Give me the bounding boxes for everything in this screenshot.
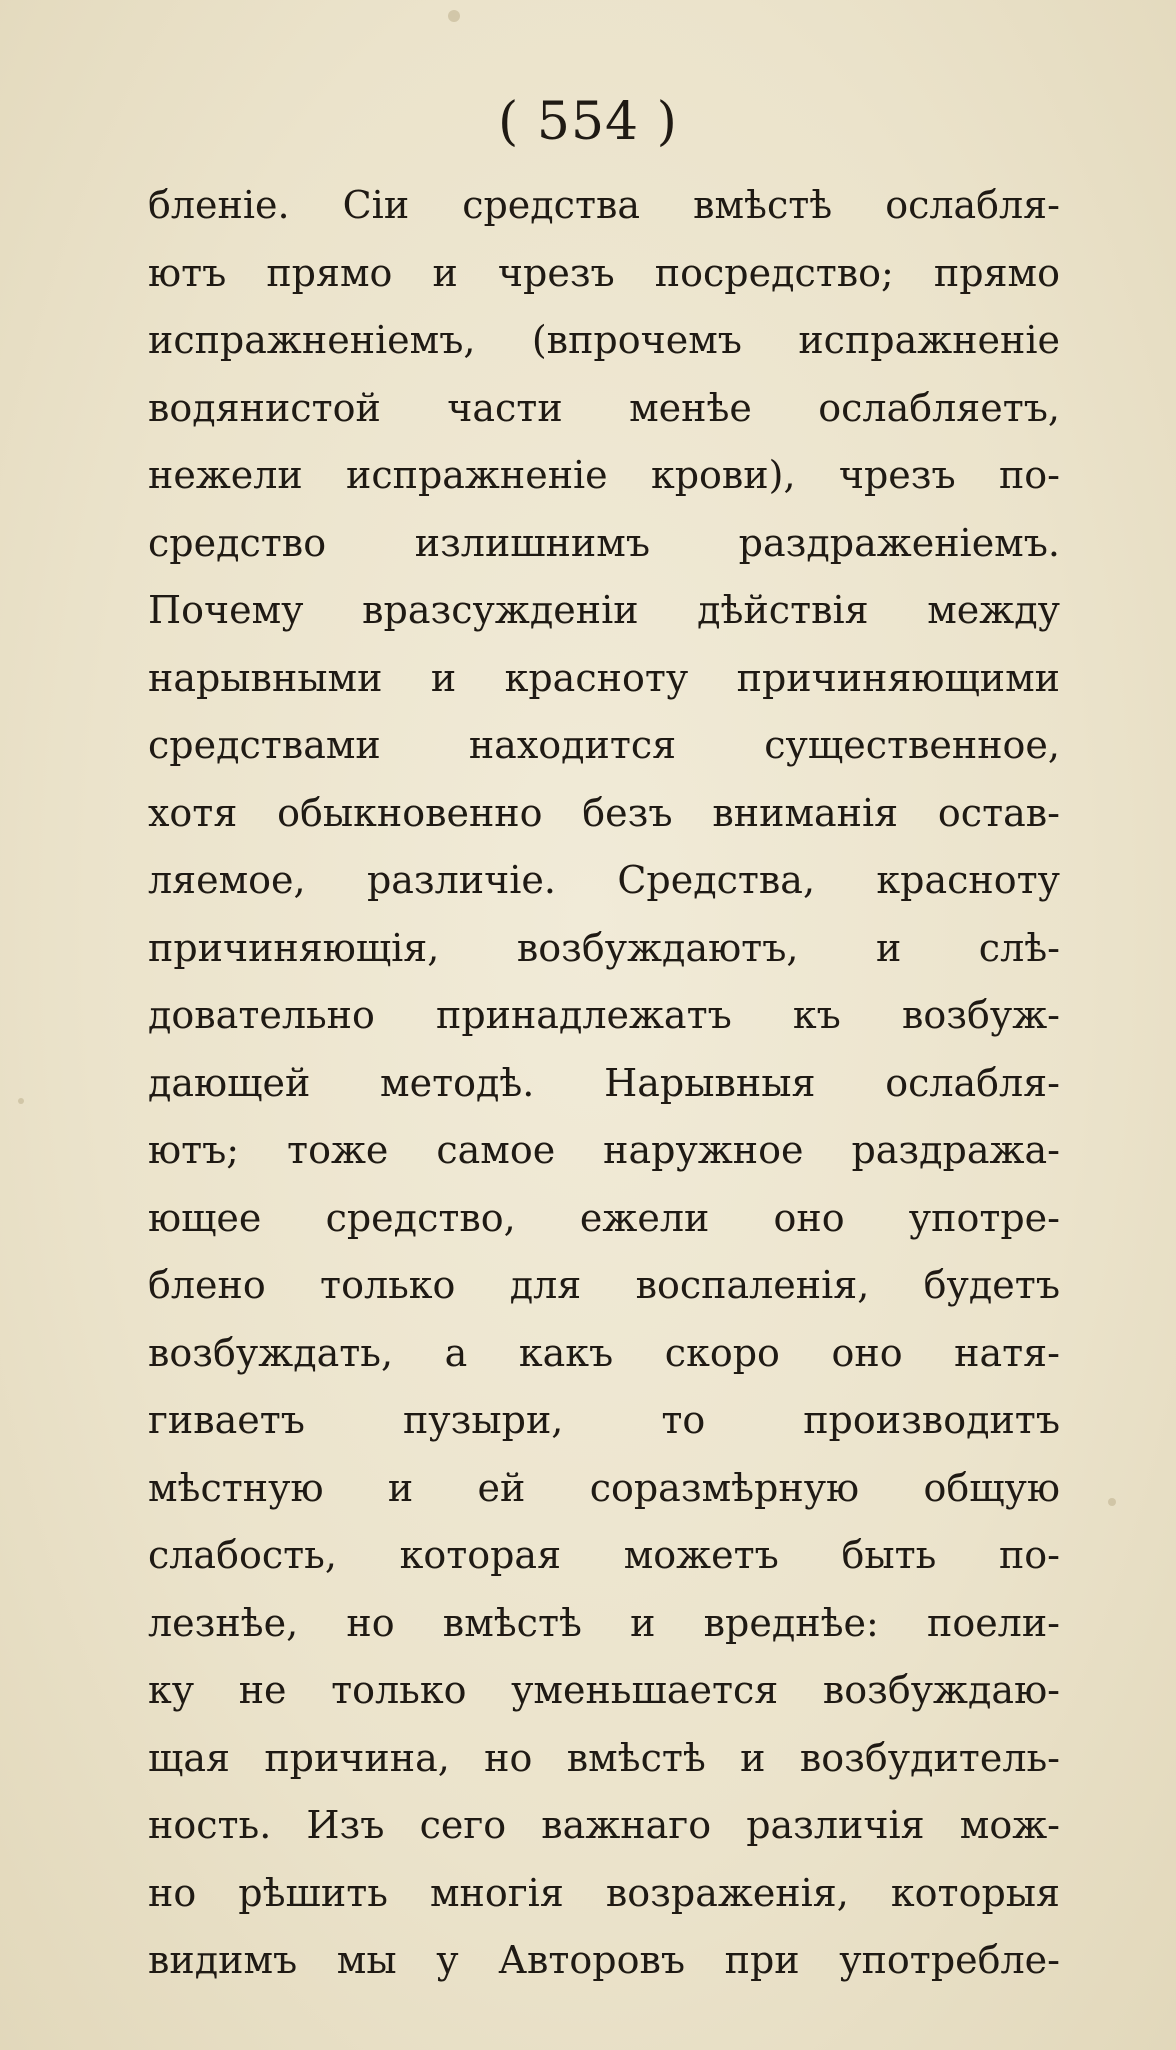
text-line: лезнѣе, но вмѣстѣ и вреднѣе: поели- [148, 1600, 1060, 1645]
body-text [148, 172, 1060, 1995]
text-line: нарывными и красноту причиняющими [148, 655, 1060, 700]
text-line: видимъ мы у Авторовъ при употребле- [148, 1938, 1060, 1982]
text-line: средство излишнимъ раздраженiемъ. [148, 520, 1060, 565]
text-line: испражненiемъ, (впрочемъ испражненiе [148, 318, 1060, 362]
text-line: нежели испражненiе крови), чрезъ по- [148, 453, 1060, 497]
text-line: щая причина, но вмѣстѣ и возбудитель- [148, 1735, 1060, 1780]
text-line: ютъ; тоже самое наружное раздража- [148, 1128, 1060, 1172]
text-line: бленiе. Сiи средства вмѣстѣ ослабля- [148, 183, 1060, 227]
text-line: ютъ прямо и чрезъ посредство; прямо [148, 250, 1060, 295]
paper-speck [1108, 1498, 1116, 1506]
text-line: дающей методѣ. Нарывныя ослабля- [148, 1060, 1060, 1105]
text-line: средствами находится существенное, [148, 723, 1060, 767]
text-line: довательно принадлежатъ къ возбуж- [148, 993, 1060, 1037]
text-line: хотя обыкновенно безъ вниманiя остав- [148, 790, 1060, 835]
text-line: причиняющiя, возбуждаютъ, и слѣ- [148, 925, 1060, 970]
text-line: ляемое, различiе. Средства, красноту [148, 858, 1060, 902]
text-line: ку не только уменьшается возбуждаю- [148, 1668, 1060, 1712]
text-line: мѣстную и ей соразмѣрную общую [148, 1465, 1060, 1510]
text-line: гиваетъ пузыри, то производитъ [148, 1398, 1060, 1442]
text-line: возбуждать, а какъ скоро оно натя- [148, 1330, 1060, 1375]
text-line: Почему вразсужденiи дѣйствiя между [148, 588, 1060, 632]
text-line: но рѣшить многiя возраженiя, которыя [148, 1870, 1060, 1915]
text-line: водянистой части менѣе ослабляетъ, [148, 385, 1060, 430]
text-line: ющее средство, ежели оно употре- [148, 1195, 1060, 1240]
paper-speck [448, 10, 460, 22]
text-line: блено только для воспаленiя, будетъ [148, 1263, 1060, 1307]
text-line: слабость, которая можетъ быть по- [148, 1533, 1060, 1577]
text-line: ность. Изъ сего важнаго различiя мож- [148, 1803, 1060, 1847]
paper-speck [18, 1098, 24, 1104]
page-number: ( 554 ) [498, 92, 678, 152]
